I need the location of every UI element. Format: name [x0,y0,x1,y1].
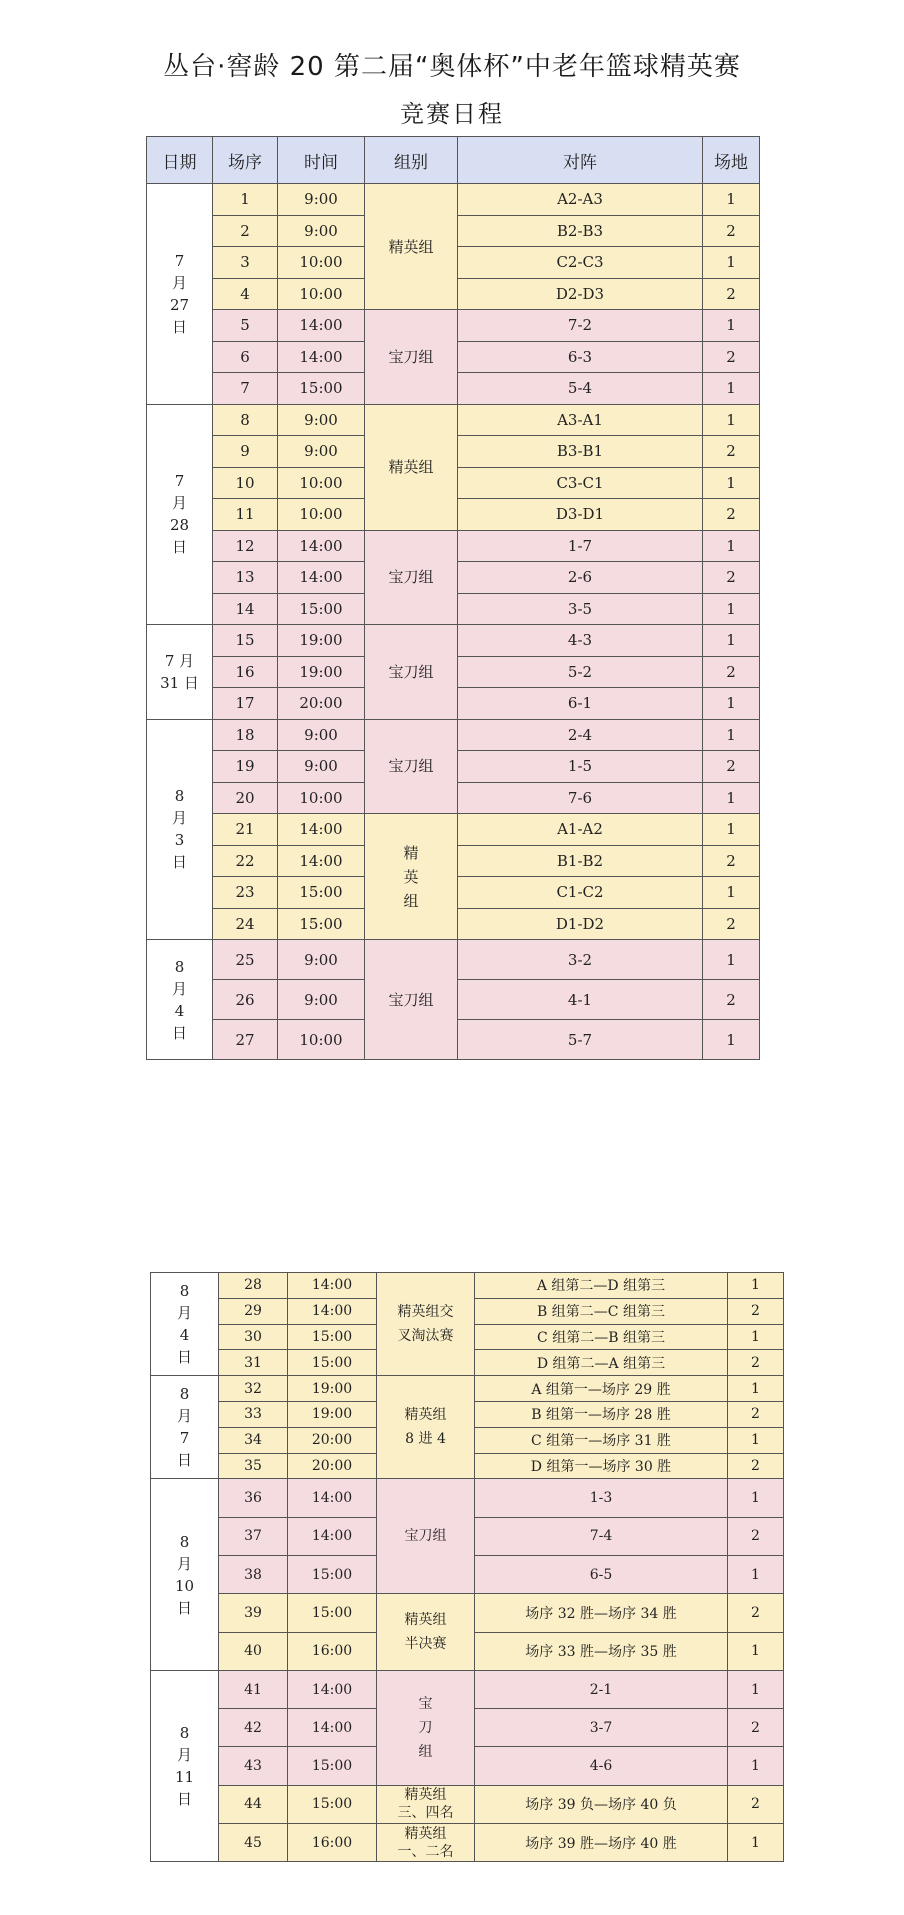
date-text: 月 [171,494,187,513]
date-text: 月 [171,273,187,292]
time-cell: 10:00 [278,467,365,499]
match-cell: 6-1 [458,688,703,720]
date-text: 月 [176,1746,192,1765]
venue-cell: 1 [703,719,760,751]
match-cell: 5-4 [458,373,703,405]
seq-cell: 43 [219,1747,288,1785]
seq-cell: 27 [213,1020,278,1060]
seq-cell: 26 [213,980,278,1020]
seq-cell: 5 [213,310,278,342]
match-cell: 场序 39 胜—场序 40 胜 [475,1824,728,1862]
group-text: 三、四名 [397,1805,454,1822]
table-row [147,530,760,562]
venue-cell: 2 [728,1350,784,1376]
date-text: 27 [169,295,190,314]
time-cell: 19:00 [288,1401,377,1427]
time-cell: 19:00 [288,1376,377,1402]
group-text: 组 [418,1743,433,1760]
seq-cell: 32 [219,1376,288,1402]
time-cell: 9:00 [278,404,365,436]
seq-cell: 1 [213,184,278,216]
date-text: 日 [171,853,187,872]
group-text: 精英组交 [397,1304,454,1321]
page-subtitle: 竞赛日程 [400,100,504,128]
venue-cell: 2 [703,908,760,940]
date-cell [151,1273,219,1376]
time-cell: 14:00 [288,1670,377,1708]
seq-cell: 4 [213,278,278,310]
time-cell: 10:00 [278,278,365,310]
time-cell: 14:00 [278,845,365,877]
seq-cell: 42 [219,1709,288,1747]
group-cell: 精英组 [365,404,458,530]
venue-cell: 1 [728,1670,784,1708]
time-cell: 10:00 [278,782,365,814]
match-cell: 场序 39 负—场序 40 负 [475,1785,728,1823]
time-cell: 20:00 [288,1453,377,1479]
date-text: 月 [171,979,187,998]
seq-cell: 2 [213,215,278,247]
match-cell: B3-B1 [458,436,703,468]
time-cell: 16:00 [288,1632,377,1670]
time-cell: 15:00 [278,373,365,405]
match-cell: 2-6 [458,562,703,594]
match-cell: C2-C3 [458,247,703,279]
table-row [147,184,760,216]
match-cell: 3-2 [458,940,703,980]
match-cell: 3-5 [458,593,703,625]
venue-cell: 1 [703,782,760,814]
match-cell: D3-D1 [458,499,703,531]
time-cell: 14:00 [288,1298,377,1324]
time-cell: 15:00 [288,1350,377,1376]
match-cell: D 组第二—A 组第三 [475,1350,728,1376]
seq-cell: 14 [213,593,278,625]
match-cell: D 组第一—场序 30 胜 [475,1453,728,1479]
venue-cell: 1 [703,404,760,436]
match-cell: 3-7 [475,1709,728,1747]
venue-cell: 2 [728,1401,784,1427]
match-cell: C 组第二—B 组第三 [475,1324,728,1350]
seq-cell: 15 [213,625,278,657]
table-row [151,1670,784,1708]
venue-cell: 2 [703,656,760,688]
table-row [151,1824,784,1862]
match-cell: 4-6 [475,1747,728,1785]
seq-cell: 22 [213,845,278,877]
group-cell [365,814,458,940]
seq-cell: 33 [219,1401,288,1427]
seq-cell: 12 [213,530,278,562]
date-cell [147,940,213,1060]
time-cell: 15:00 [288,1324,377,1350]
match-cell: 5-2 [458,656,703,688]
date-text: 日 [171,538,187,557]
group-text: 叉淘汰赛 [397,1328,454,1345]
header-date: 日期 [147,137,213,184]
venue-cell: 2 [728,1298,784,1324]
seq-cell: 20 [213,782,278,814]
venue-cell: 1 [703,814,760,846]
time-cell: 14:00 [278,562,365,594]
venue-cell: 2 [703,215,760,247]
time-cell: 9:00 [278,980,365,1020]
venue-cell: 2 [703,562,760,594]
group-text: 半决赛 [404,1636,447,1653]
venue-cell: 1 [703,530,760,562]
seq-cell: 16 [213,656,278,688]
venue-cell: 2 [703,980,760,1020]
date-text: 7 [174,472,185,491]
table-row [147,404,760,436]
date-cell [151,1670,219,1861]
table-row [151,1273,784,1299]
table-row [147,940,760,980]
match-cell: B 组第一—场序 28 胜 [475,1401,728,1427]
seq-cell: 36 [219,1479,288,1517]
venue-cell: 1 [728,1824,784,1862]
header-time: 时间 [278,137,365,184]
table-row [151,1594,784,1632]
match-cell: 7-6 [458,782,703,814]
match-cell: 2-4 [458,719,703,751]
seq-cell: 34 [219,1427,288,1453]
seq-cell: 10 [213,467,278,499]
time-cell: 14:00 [278,310,365,342]
date-text: 8 [179,1385,190,1404]
time-cell: 9:00 [278,751,365,783]
venue-cell: 2 [703,751,760,783]
match-cell: 场序 32 胜—场序 34 胜 [475,1594,728,1632]
date-text: 4 [179,1326,190,1345]
schedule-table-1 [146,136,760,1060]
group-cell: 宝刀组 [365,719,458,814]
match-cell: 1-3 [475,1479,728,1517]
match-cell: A2-A3 [458,184,703,216]
date-text: 4 [174,1001,185,1020]
match-cell: 7-4 [475,1517,728,1555]
date-text: 8 [179,1532,190,1551]
group-cell: 宝刀组 [365,310,458,405]
group-text: 一、二名 [397,1843,454,1860]
group-cell [377,1273,475,1376]
time-cell: 9:00 [278,436,365,468]
match-cell: 2-1 [475,1670,728,1708]
match-cell: 1-7 [458,530,703,562]
time-cell: 9:00 [278,215,365,247]
date-text: 日 [171,1023,187,1042]
seq-cell: 41 [219,1670,288,1708]
match-cell: 6-3 [458,341,703,373]
venue-cell: 1 [728,1376,784,1402]
group-cell: 宝刀组 [377,1479,475,1594]
time-cell: 10:00 [278,1020,365,1060]
time-cell: 14:00 [288,1517,377,1555]
seq-cell: 18 [213,719,278,751]
seq-cell: 21 [213,814,278,846]
time-cell: 14:00 [278,341,365,373]
header-match: 对阵 [458,137,703,184]
seq-cell: 25 [213,940,278,980]
match-cell: 6-5 [475,1555,728,1593]
match-cell: A 组第二—D 组第三 [475,1273,728,1299]
date-cell [147,404,213,625]
date-cell [147,719,213,940]
venue-cell: 1 [728,1324,784,1350]
match-cell: 5-7 [458,1020,703,1060]
group-cell [377,1824,475,1862]
group-cell [377,1785,475,1823]
group-cell [377,1670,475,1785]
group-cell: 精英组 [365,184,458,310]
venue-cell: 1 [728,1555,784,1593]
seq-cell: 39 [219,1594,288,1632]
date-text: 3 [174,831,185,850]
time-cell: 20:00 [288,1427,377,1453]
time-cell: 10:00 [278,247,365,279]
date-text: 8 [179,1724,190,1743]
table-row [151,1376,784,1402]
seq-cell: 38 [219,1555,288,1593]
venue-cell: 1 [703,625,760,657]
seq-cell: 11 [213,499,278,531]
venue-cell: 1 [728,1632,784,1670]
time-cell: 14:00 [288,1709,377,1747]
time-cell: 10:00 [278,499,365,531]
seq-cell: 45 [219,1824,288,1862]
group-cell: 宝刀组 [365,530,458,625]
time-cell: 14:00 [278,530,365,562]
seq-cell: 6 [213,341,278,373]
time-cell: 9:00 [278,184,365,216]
venue-cell: 2 [703,845,760,877]
match-cell: 场序 33 胜—场序 35 胜 [475,1632,728,1670]
venue-cell: 1 [703,688,760,720]
time-cell: 19:00 [278,625,365,657]
group-text: 刀 [418,1719,433,1736]
match-cell: B2-B3 [458,215,703,247]
match-cell: D1-D2 [458,908,703,940]
match-cell: B1-B2 [458,845,703,877]
table-row [151,1479,784,1517]
group-text: 精英组 [404,1612,447,1629]
date-text: 日 [176,1790,192,1809]
match-cell: A 组第一—场序 29 胜 [475,1376,728,1402]
time-cell: 14:00 [288,1479,377,1517]
match-cell: C1-C2 [458,877,703,909]
group-text: 精英组 [404,1825,447,1842]
date-text: 日 [176,1598,192,1617]
date-text: 11 [174,1768,195,1787]
seq-cell: 3 [213,247,278,279]
time-cell: 20:00 [278,688,365,720]
group-cell [377,1376,475,1479]
match-cell: D2-D3 [458,278,703,310]
venue-cell: 1 [703,877,760,909]
date-text: 日 [171,317,187,336]
group-cell [377,1594,475,1671]
group-text: 精 [403,843,419,862]
time-cell: 14:00 [288,1273,377,1299]
group-text: 精英组 [404,1407,447,1424]
seq-cell: 24 [213,908,278,940]
venue-cell: 2 [728,1453,784,1479]
venue-cell: 1 [728,1479,784,1517]
venue-cell: 1 [703,247,760,279]
group-text: 英 [403,867,419,886]
table-row [147,814,760,846]
date-text: 7 [179,1429,190,1448]
group-cell: 宝刀组 [365,940,458,1060]
match-cell: C3-C1 [458,467,703,499]
match-cell: B 组第二—C 组第三 [475,1298,728,1324]
match-cell: 4-3 [458,625,703,657]
time-cell: 15:00 [288,1594,377,1632]
time-cell: 15:00 [288,1747,377,1785]
header-venue: 场地 [703,137,760,184]
venue-cell: 2 [703,436,760,468]
date-text: 8 [179,1282,190,1301]
seq-cell: 29 [219,1298,288,1324]
date-text: 28 [169,516,190,535]
venue-cell: 1 [703,310,760,342]
date-text: 31 日 [160,673,199,692]
header-seq: 场序 [213,137,278,184]
time-cell: 9:00 [278,940,365,980]
seq-cell: 17 [213,688,278,720]
match-cell: 1-5 [458,751,703,783]
venue-cell: 1 [703,940,760,980]
seq-cell: 28 [219,1273,288,1299]
time-cell: 9:00 [278,719,365,751]
group-text: 8 进 4 [405,1431,446,1448]
date-text: 月 [176,1407,192,1426]
seq-cell: 37 [219,1517,288,1555]
venue-cell: 1 [728,1747,784,1785]
group-text: 宝 [418,1695,433,1712]
group-text: 组 [403,891,419,910]
date-text: 月 [176,1554,192,1573]
venue-cell: 1 [703,467,760,499]
date-text: 月 [176,1304,192,1323]
table-row [151,1785,784,1823]
time-cell: 14:00 [278,814,365,846]
time-cell: 19:00 [278,656,365,688]
seq-cell: 13 [213,562,278,594]
group-cell: 宝刀组 [365,625,458,720]
date-cell [147,625,213,720]
match-cell: 4-1 [458,980,703,1020]
venue-cell: 1 [703,373,760,405]
group-text: 精英组 [404,1787,447,1804]
venue-cell: 2 [728,1785,784,1823]
venue-cell: 1 [703,1020,760,1060]
header-group: 组别 [365,137,458,184]
seq-cell: 35 [219,1453,288,1479]
venue-cell: 2 [728,1517,784,1555]
date-text: 8 [174,957,185,976]
page-title: 丛台·窖龄 20 第二届“奥体杯”中老年篮球精英赛 [163,52,741,82]
match-cell: 7-2 [458,310,703,342]
seq-cell: 9 [213,436,278,468]
venue-cell: 2 [703,341,760,373]
venue-cell: 1 [728,1427,784,1453]
seq-cell: 23 [213,877,278,909]
date-text: 日 [176,1348,192,1367]
table-row [147,719,760,751]
seq-cell: 31 [219,1350,288,1376]
schedule-table-2 [150,1272,784,1862]
match-cell: A1-A2 [458,814,703,846]
venue-cell: 2 [728,1594,784,1632]
date-text: 7 月 [164,651,195,670]
seq-cell: 8 [213,404,278,436]
time-cell: 15:00 [288,1555,377,1593]
date-text: 8 [174,787,185,806]
table-row [147,625,760,657]
time-cell: 15:00 [288,1785,377,1823]
date-text: 日 [176,1451,192,1470]
date-cell [151,1479,219,1670]
venue-cell: 1 [703,184,760,216]
seq-cell: 30 [219,1324,288,1350]
venue-cell: 1 [703,593,760,625]
match-cell: A3-A1 [458,404,703,436]
time-cell: 15:00 [278,593,365,625]
seq-cell: 44 [219,1785,288,1823]
seq-cell: 7 [213,373,278,405]
date-cell [151,1376,219,1479]
seq-cell: 40 [219,1632,288,1670]
date-text: 月 [171,809,187,828]
venue-cell: 1 [728,1273,784,1299]
table-row [147,310,760,342]
date-text: 10 [174,1576,195,1595]
venue-cell: 2 [728,1709,784,1747]
date-cell [147,184,213,405]
time-cell: 15:00 [278,908,365,940]
venue-cell: 2 [703,278,760,310]
time-cell: 16:00 [288,1824,377,1862]
venue-cell: 2 [703,499,760,531]
date-text: 7 [174,251,185,270]
table-header-row [147,137,760,184]
time-cell: 15:00 [278,877,365,909]
match-cell: C 组第一—场序 31 胜 [475,1427,728,1453]
seq-cell: 19 [213,751,278,783]
